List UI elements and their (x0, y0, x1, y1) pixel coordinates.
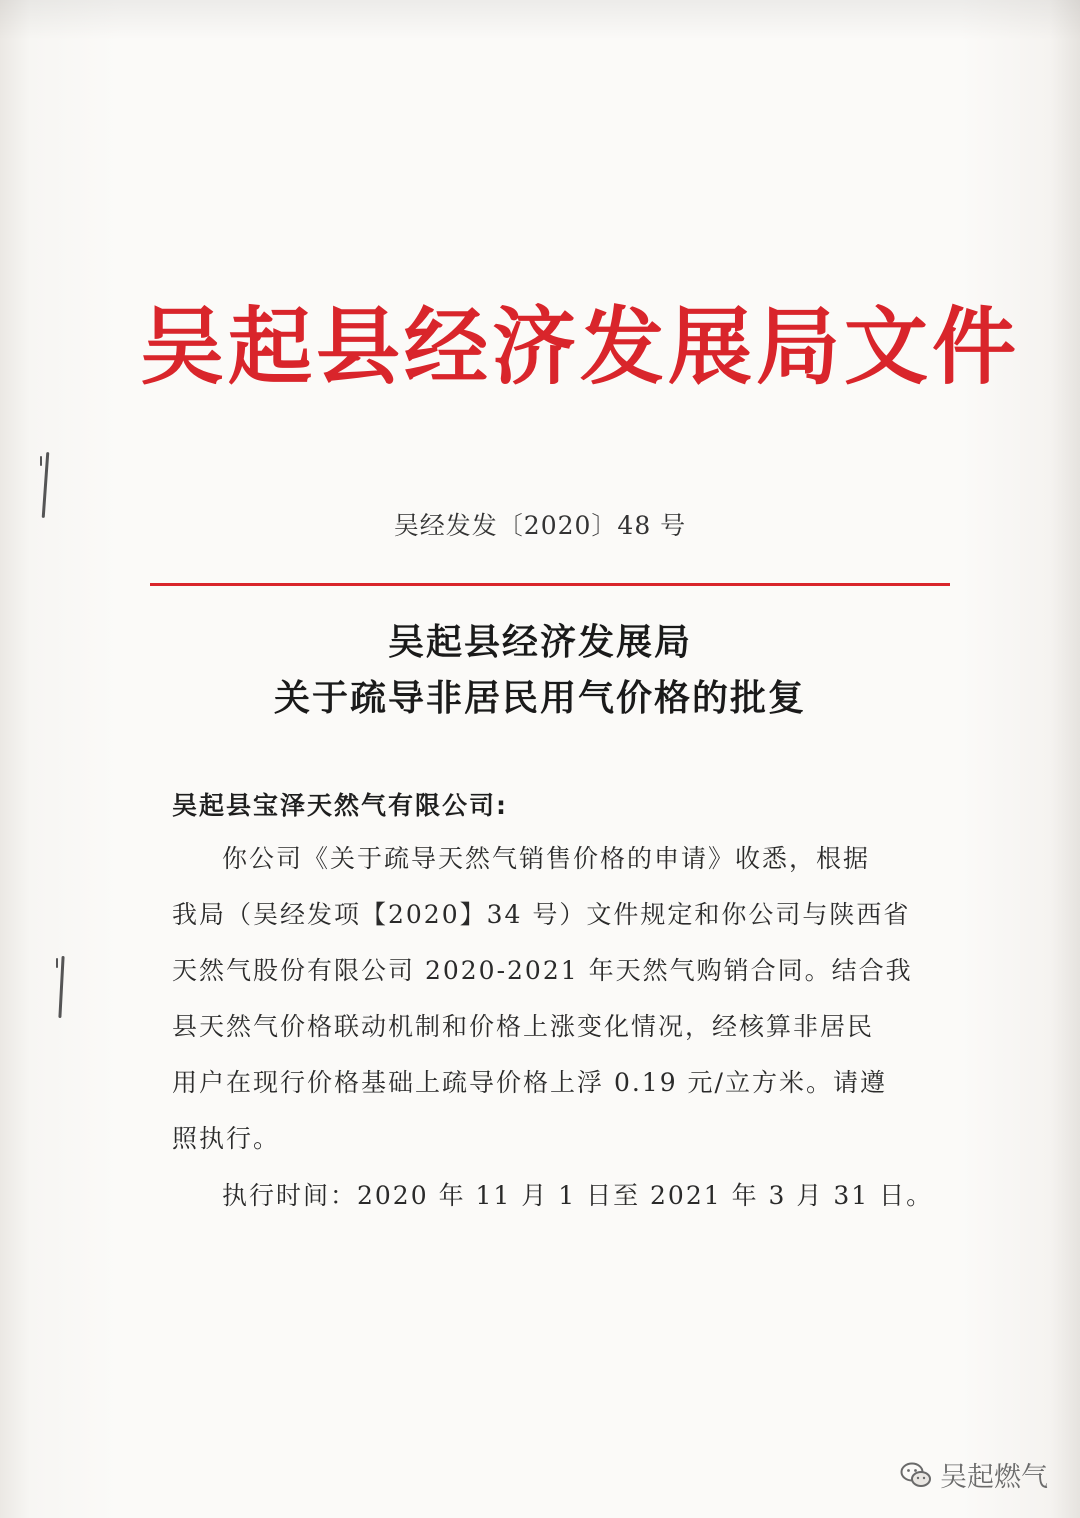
binding-mark-bottom-tick (56, 958, 58, 968)
wechat-icon (900, 1461, 932, 1489)
addressee: 吴起县宝泽天然气有限公司: (172, 791, 508, 820)
body-line-2: 我局（吴经发项【2020】34 号）文件规定和你公司与陕西省 (172, 900, 911, 929)
document-masthead: 吴起县经济发展局文件 (140, 297, 1021, 396)
body-line-5: 用户在现行价格基础上疏导价格上浮 0.19 元/立方米。请遵 (172, 1068, 887, 1097)
source-watermark (900, 1455, 1048, 1494)
watermark-text: 吴起燃气 (940, 1462, 1048, 1493)
binding-mark-top-tick (40, 456, 42, 466)
body-line-3: 天然气股份有限公司 2020-2021 年天然气购销合同。结合我 (172, 956, 913, 985)
body-line-6: 照执行。 (172, 1124, 281, 1153)
red-divider (150, 583, 950, 586)
body-line-1: 你公司《关于疏导天然气销售价格的申请》收悉，根据 (222, 844, 871, 873)
title-line-2: 关于疏导非居民用气价格的批复 (273, 678, 806, 719)
execution-time: 执行时间：2020 年 11 月 1 日至 2021 年 3 月 31 日。 (222, 1181, 934, 1210)
title-line-1: 吴起县经济发展局 (387, 622, 692, 663)
page-shadow (0, 0, 1080, 40)
document-number: 吴经发发〔2020〕48 号 (393, 511, 687, 540)
body-line-4: 县天然气价格联动机制和价格上涨变化情况，经核算非居民 (172, 1012, 875, 1041)
